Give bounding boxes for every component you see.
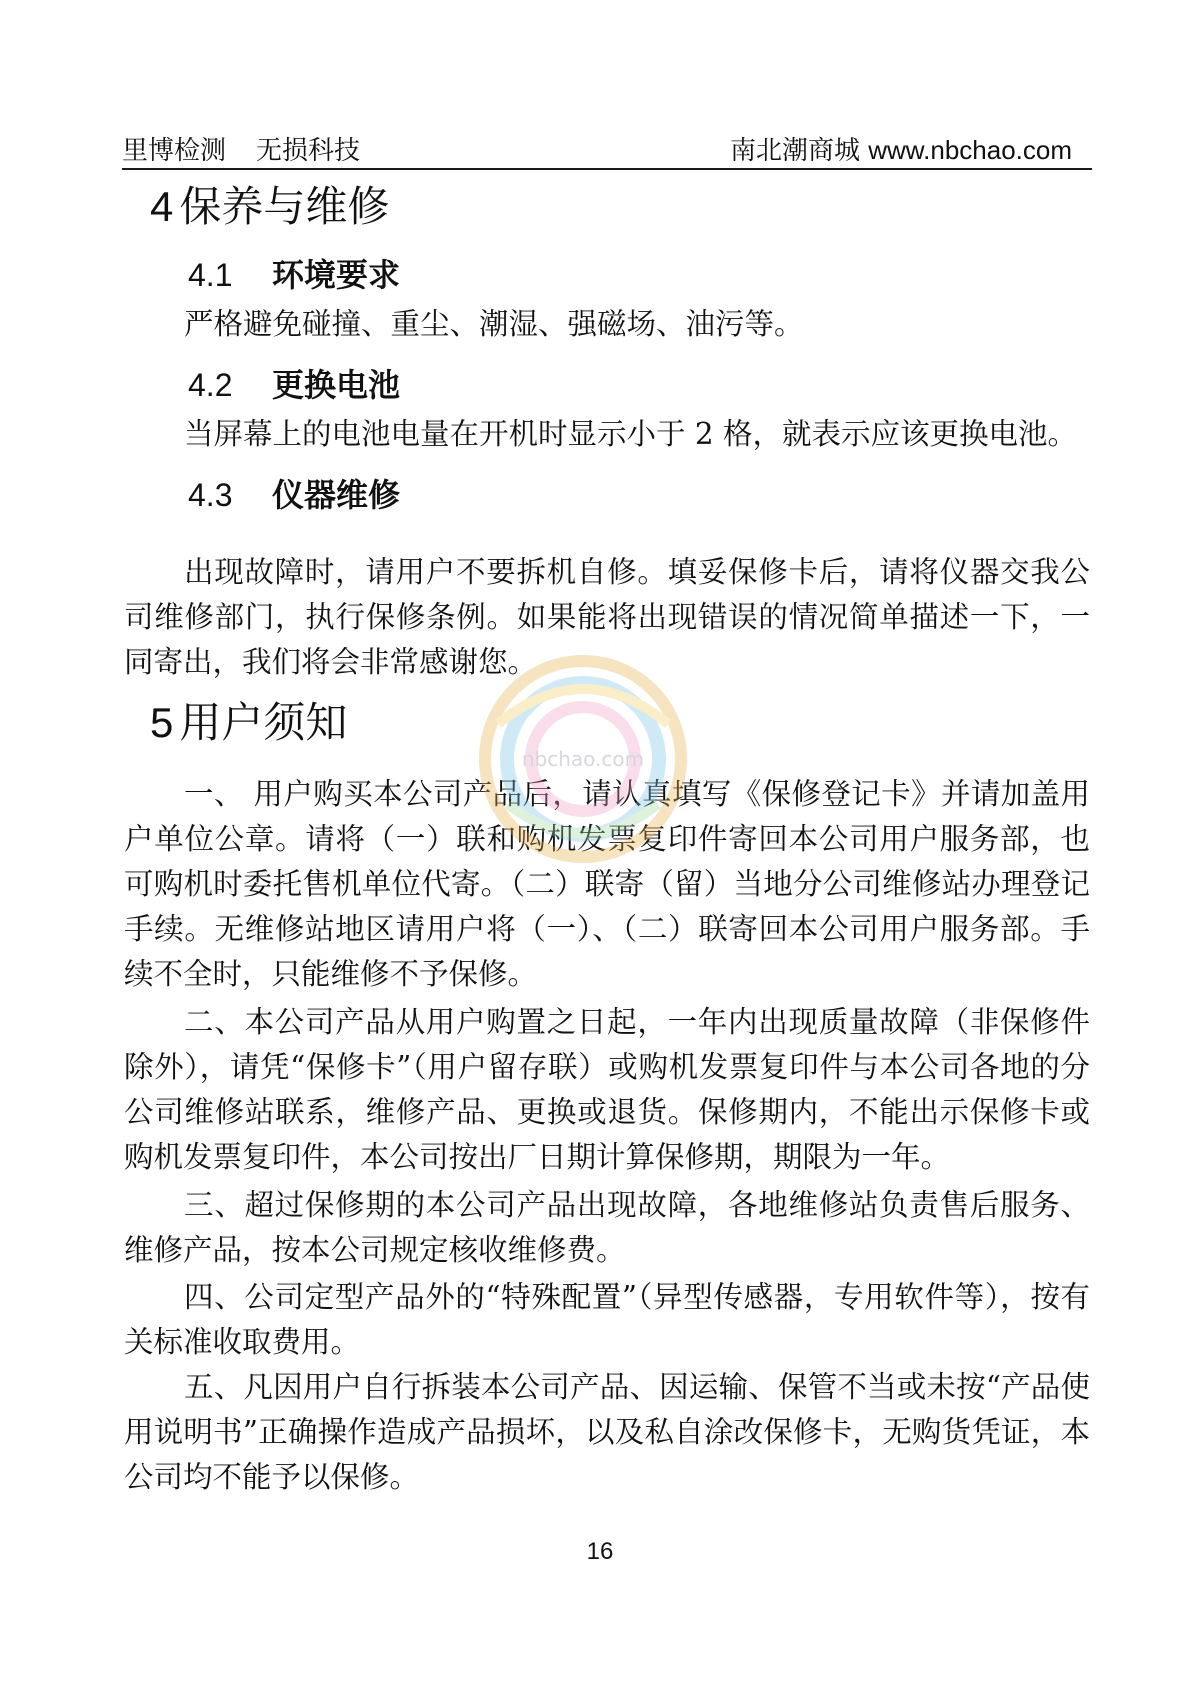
header-left — [122, 130, 360, 167]
subsection-4-1-number: 4.1 — [188, 257, 233, 293]
header-store: 南北潮商城 — [729, 136, 860, 166]
subsection-4-3-number: 4.3 — [188, 477, 233, 513]
page-header — [122, 126, 1092, 170]
section-5-title: 用户须知 — [179, 698, 348, 747]
subsection-4-2-title: 更换电池 — [272, 366, 401, 404]
header-slogan: 无损科技 — [256, 136, 361, 166]
subsection-4-2-number: 4.2 — [188, 367, 233, 403]
notice-item-3: 三、超过保修期的本公司产品出现故障，各地维修站负责售后服务、维修产品，按本公司规定核收维修费。 — [124, 1188, 1090, 1267]
section-5-number: 5 — [150, 699, 174, 746]
section-4-title: 保养与维修 — [179, 182, 390, 231]
subsection-4-2-heading — [188, 360, 400, 406]
subsection-4-3-text: 出现故障时，请用户不要拆机自修。填妥保修卡后，请将仪器交我公司维修部门，执行保修条例。如果能将出现错误的情况简单描述一下，一同寄出，我们将会非常感谢您。 — [124, 555, 1090, 679]
watermark-text: nbchao.com — [521, 747, 645, 771]
section-5-heading — [150, 690, 347, 750]
section-4-number: 4 — [150, 183, 174, 230]
notice-item-5: 五、凡因用户自行拆装本公司产品、因运输、保管不当或未按“产品使用说明书”正确操作造成产品损坏，以及私自涂改保修卡，无购货凭证，本公司均不能予以保修。 — [124, 1370, 1090, 1494]
notice-item-1: 一、 用户购买本公司产品后，请认真填写《保修登记卡》并请加盖用户单位公章。请将（一）联和购机发票复印件寄回本公司用户服务部，也可购机时委托售机单位代寄。（二）联寄（留）当地分公司维修站办理登记手续。无维修站地区请用户将（一）、（二）联寄回本公司用户服务部。手续不全时，只能维修不予保修。 — [124, 777, 1090, 991]
subsection-4-1-text: 严格避免碰撞、重尘、潮湿、强磁场、油污等。 — [184, 307, 804, 341]
page-number: 16 — [586, 1538, 614, 1565]
header-company: 里博检测 — [122, 136, 227, 166]
notice-item-4: 四、公司定型产品外的“特殊配置”（异型传感器，专用软件等），按有关标准收取费用。 — [124, 1280, 1090, 1359]
subsection-4-1-title: 环境要求 — [272, 256, 401, 294]
subsection-4-2-text: 当屏幕上的电池电量在开机时显示小于 2 格，就表示应该更换电池。 — [184, 417, 1078, 451]
notice-item-2: 二、本公司产品从用户购置之日起，一年内出现质量故障（非保修件除外），请凭“保修卡”（用户留存联）或购机发票复印件与本公司各地的分公司维修站联系，维修产品、更换或退货。保修期内，不能出示保修卡或购机发票复印件，本公司按出厂日期计算保修期，期限为一年。 — [124, 1005, 1090, 1174]
subsection-4-1-heading — [188, 250, 400, 296]
header-right — [730, 130, 1072, 167]
nbchao-watermark-logo — [468, 644, 698, 874]
subsection-4-3-heading — [188, 470, 400, 516]
header-url[interactable]: www.nbchao.com — [868, 135, 1072, 165]
subsection-4-3-title: 仪器维修 — [272, 476, 401, 514]
section-4-heading — [150, 174, 389, 234]
